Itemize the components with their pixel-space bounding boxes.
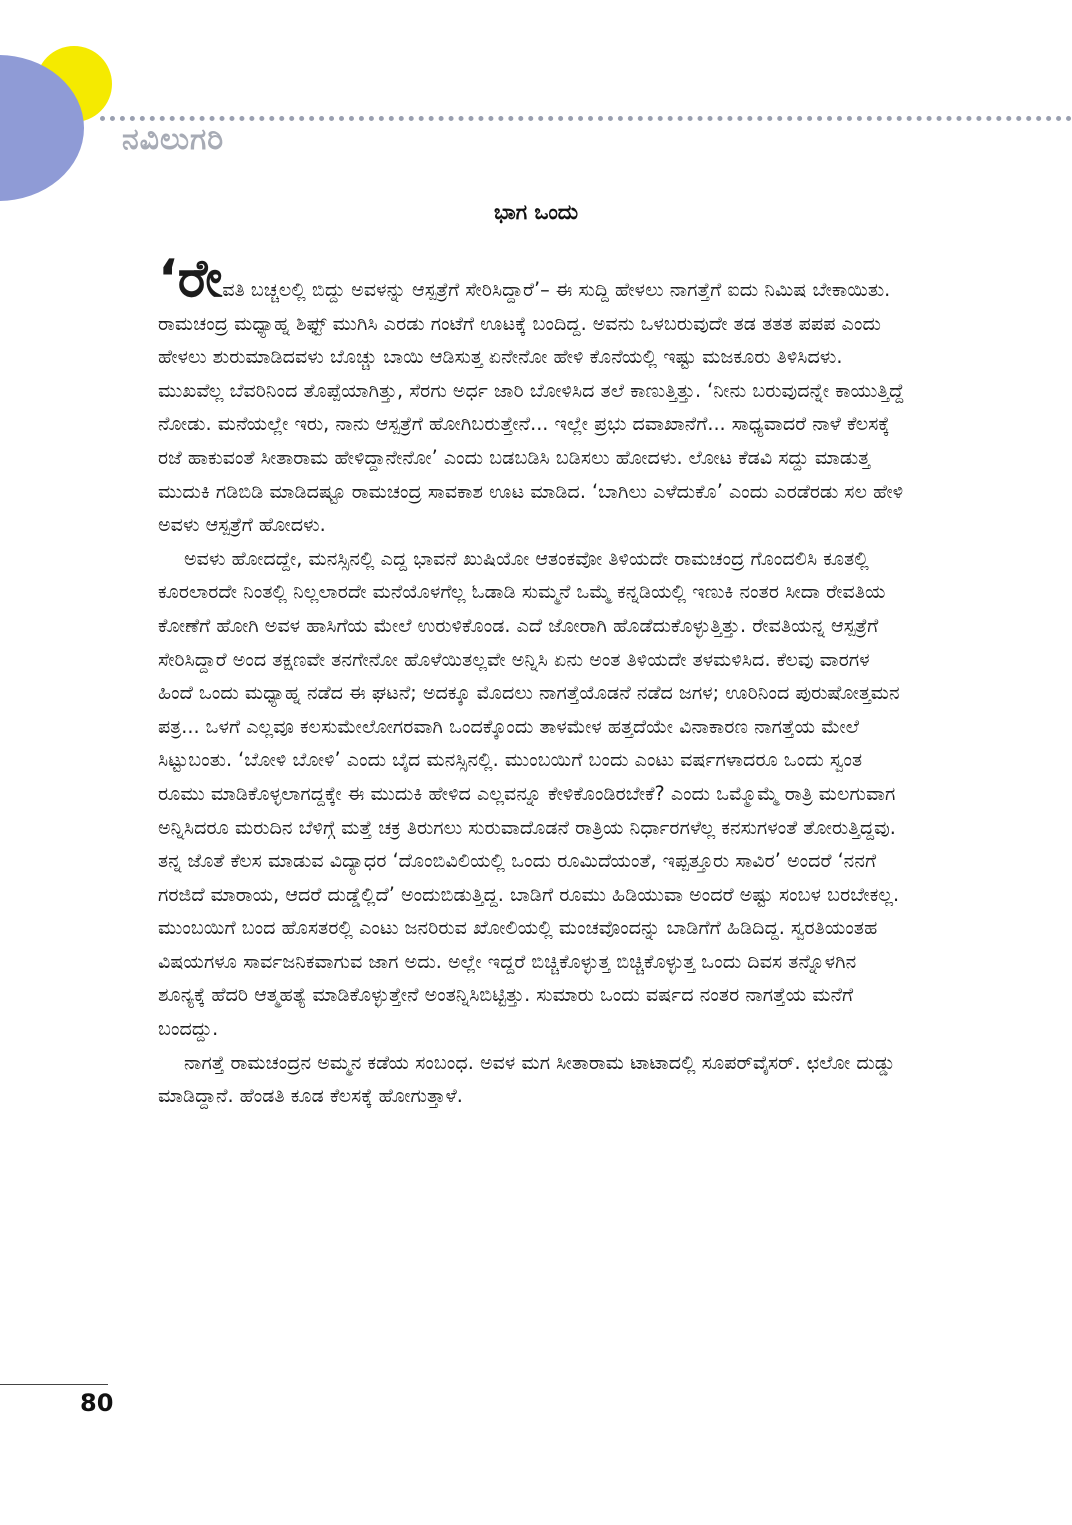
drop-cap: ‘ರೇ — [158, 249, 223, 309]
corner-decoration — [0, 0, 140, 210]
body-text — [158, 249, 906, 1113]
footer-rule — [0, 1384, 108, 1385]
chapter-part-heading: ಭಾಗ ಒಂದು — [493, 200, 579, 224]
running-header-title: ನವಿಲುಗರಿ — [122, 122, 225, 157]
paragraph-3: ನಾಗತ್ತೆ ರಾಮಚಂದ್ರನ ಅಮ್ಮನ ಕಡೆಯ ಸಂಬಂಧ. ಅವಳ ಮಗ ಸೀತಾರಾಮ ಟಾಟಾದಲ್ಲಿ ಸೂಪರ್‌ವೈಸರ್. ಛಲೋ ದುಡ್ಡು ಮಾಡಿದ್ದಾನೆ. ಹೆಂಡತಿ ಕೂಡ ಕೆಲಸಕ್ಕೆ ಹೋಗುತ್ತಾಳೆ. — [158, 1050, 896, 1108]
dotted-header-rule — [100, 116, 1072, 121]
paragraph-1 — [158, 249, 906, 542]
page-number: 80 — [80, 1389, 114, 1417]
paragraph-2: ಅವಳು ಹೋದದ್ದೇ, ಮನಸ್ಸಿನಲ್ಲಿ ಎದ್ದ ಭಾವನೆ ಖುಷಿಯೋ ಆತಂಕವೋ ತಿಳಿಯದೇ ರಾಮಚಂದ್ರ ಗೊಂದಲಿಸಿ ಕೂತಲ್ಲಿ ಕೂರಲಾರದೇ ನಿಂತಲ್ಲಿ ನಿಲ್ಲಲಾರದೇ ಮನೆಯೊಳಗೆಲ್ಲ ಓಡಾಡಿ ಸುಮ್ಮನೆ ಒಮ್ಮೆ ಕನ್ನಡಿಯಲ್ಲಿ ಇಣುಕಿ ನಂತರ ಸೀದಾ ರೇವತಿಯ ಕೋಣೆಗೆ ಹೋಗಿ ಅವಳ ಹಾಸಿಗೆಯ ಮೇಲೆ ಉರುಳಿಕೊಂಡ. ಎದೆ ಜೋರಾಗಿ ಹೊಡೆದುಕೊಳ್ಳುತ್ತಿತ್ತು. ರೇವತಿಯನ್ನ ಆಸ್ಪತ್ರೆಗೆ ಸೇರಿಸಿದ್ದಾರೆ ಅಂದ ತಕ್ಷಣವೇ ತನಗೇನೋ ಹೊಳೆಯಿತಲ್ಲವೇ ಅನ್ನಿಸಿ ಏನು ಅಂತ ತಿಳಿಯದೇ ತಳಮಳಿಸಿದ. ಕೆಲವು ವಾರಗಳ ಹಿಂದೆ ಒಂದು ಮಧ್ಯಾಹ್ನ ನಡೆದ ಈ ಘಟನೆ; ಅದಕ್ಕೂ ಮೊದಲು ನಾಗತ್ತೆಯೊಡನೆ ನಡೆದ ಜಗಳ; ಊರಿನಿಂದ ಪುರುಷೋತ್ತಮನ ಪತ್ರ... ಒಳಗೆ ಎಲ್ಲವೂ ಕಲಸುಮೇಲೋಗರವಾಗಿ ಒಂದಕ್ಕೊಂದು ತಾಳಮೇಳ ಹತ್ತದೆಯೇ ವಿನಾಕಾರಣ ನಾಗತ್ತೆಯ ಮೇಲೆ ಸಿಟ್ಟುಬಂತು. ‘ಬೋಳಿ ಬೋಳಿ’ ಎಂದು ಬೈದ ಮನಸ್ಸಿನಲ್ಲಿ. ಮುಂಬಯಿಗೆ ಬಂದು ಎಂಟು ವರ್ಷಗಳಾದರೂ ಒಂದು ಸ್ವಂತ ರೂಮು ಮಾಡಿಕೊಳ್ಳಲಾಗದ್ದಕ್ಕೇ ಈ ಮುದುಕಿ ಹೇಳಿದ ಎಲ್ಲವನ್ನೂ ಕೇಳಿಕೊಂಡಿರಬೇಕೆ? ಎಂದು ಒಮ್ಮೊಮ್ಮೆ ರಾತ್ರಿ ಮಲಗುವಾಗ ಅನ್ನಿಸಿದರೂ ಮರುದಿನ ಬೆಳಿಗ್ಗೆ ಮತ್ತೆ ಚಕ್ರ ತಿರುಗಲು ಸುರುವಾದೊಡನೆ ರಾತ್ರಿಯ ನಿರ್ಧಾರಗಳೆಲ್ಲ ಕನಸುಗಳಂತೆ ತೋರುತ್ತಿದ್ದವು. ತನ್ನ ಜೊತೆ ಕೆಲಸ ಮಾಡುವ ವಿದ್ಯಾಧರ ‘ದೊಂಬಿವಿಲಿಯಲ್ಲಿ ಒಂದು ರೂಮಿದೆಯಂತೆ, ಇಪ್ಪತ್ತೂರು ಸಾವಿರ’ ಅಂದರೆ ‘ನನಗೆ ಗರಜಿದೆ ಮಾರಾಯ, ಆದರೆ ದುಡ್ಡೆಲ್ಲಿದೆ’ ಅಂದುಬಿಡುತ್ತಿದ್ದ. ಬಾಡಿಗೆ ರೂಮು ಹಿಡಿಯುವಾ ಅಂದರೆ ಅಷ್ಟು ಸಂಬಳ ಬರಬೇಕಲ್ಲ. ಮುಂಬಯಿಗೆ ಬಂದ ಹೊಸತರಲ್ಲಿ ಎಂಟು ಜನರಿರುವ ಖೋಲಿಯಲ್ಲಿ ಮಂಚವೊಂದನ್ನು ಬಾಡಿಗೆಗೆ ಹಿಡಿದಿದ್ದ. ಸ್ವರತಿಯಂತಹ ವಿಷಯಗಳೂ ಸಾರ್ವಜನಿಕವಾಗುವ ಜಾಗ ಅದು. ಅಲ್ಲೇ ಇದ್ದರೆ ಬಿಚ್ಚಿಕೊಳ್ಳುತ್ತ ಬಿಚ್ಚಿಕೊಳ್ಳುತ್ತ ಒಂದು ದಿವಸ ತನ್ನೊಳಗಿನ ಶೂನ್ಯಕ್ಕೆ ಹೆದರಿ ಆತ್ಮಹತ್ಯೆ ಮಾಡಿಕೊಳ್ಳುತ್ತೇನೆ ಅಂತನ್ನಿಸಿಬಿಟ್ಟಿತ್ತು. ಸುಮಾರು ಒಂದು ವರ್ಷದ ನಂತರ ನಾಗತ್ತೆಯ ಮನೆಗೆ ಬಂದದ್ದು. — [158, 546, 900, 1041]
paragraph-1-text: ವತಿ ಬಚ್ಚಲಲ್ಲಿ ಬಿದ್ದು ಅವಳನ್ನು ಆಸ್ಪತ್ರೆಗೆ ಸೇರಿಸಿದ್ದಾರೆ’– ಈ ಸುದ್ದಿ ಹೇಳಲು ನಾಗತ್ತೆಗೆ ಐದು ನಿಮಿಷ ಬೇಕಾಯಿತು. ರಾಮಚಂದ್ರ ಮಧ್ಯಾಹ್ನ ಶಿಫ್ಟ್ ಮುಗಿಸಿ ಎರಡು ಗಂಟೆಗೆ ಊಟಕ್ಕೆ ಬಂದಿದ್ದ. ಅವನು ಒಳಬರುವುದೇ ತಡ ತತತ ಪಪಪ ಎಂದು ಹೇಳಲು ಶುರುಮಾಡಿದವಳು ಬೊಚ್ಚು ಬಾಯಿ ಆಡಿಸುತ್ತ ಏನೇನೋ ಹೇಳಿ ಕೊನೆಯಲ್ಲಿ ಇಷ್ಟು ಮಜಕೂರು ತಿಳಿಸಿದಳು. ಮುಖವೆಲ್ಲ ಬೆವರಿನಿಂದ ತೊಪ್ಪೆಯಾಗಿತ್ತು, ಸೆರಗು ಅರ್ಧ ಜಾರಿ ಬೋಳಿಸಿದ ತಲೆ ಕಾಣುತ್ತಿತ್ತು. ‘ನೀನು ಬರುವುದನ್ನೇ ಕಾಯುತ್ತಿದ್ದೆ ನೋಡು. ಮನೆಯಲ್ಲೇ ಇರು, ನಾನು ಆಸ್ಪತ್ರೆಗೆ ಹೋಗಿಬರುತ್ತೇನೆ... ಇಲ್ಲೇ ಪ್ರಭು ದವಾಖಾನೆಗೆ... ಸಾಧ್ಯವಾದರೆ ನಾಳೆ ಕೆಲಸಕ್ಕೆ ರಜೆ ಹಾಕುವಂತೆ ಸೀತಾರಾಮ ಹೇಳಿದ್ದಾನೇನೋ’ ಎಂದು ಬಡಬಡಿಸಿ ಬಡಿಸಲು ಹೋದಳು. ಲೋಟ ಕೆಡವಿ ಸದ್ದು ಮಾಡುತ್ತ ಮುದುಕಿ ಗಡಿಬಿಡಿ ಮಾಡಿದಷ್ಟೂ ರಾಮಚಂದ್ರ ಸಾವಕಾಶ ಊಟ ಮಾಡಿದ. ‘ಬಾಗಿಲು ಎಳೆದುಕೊ’ ಎಂದು ಎರಡೆರಡು ಸಲ ಹೇಳಿ ಅವಳು ಆಸ್ಪತ್ರೆಗೆ ಹೋದಳು. — [158, 278, 905, 537]
